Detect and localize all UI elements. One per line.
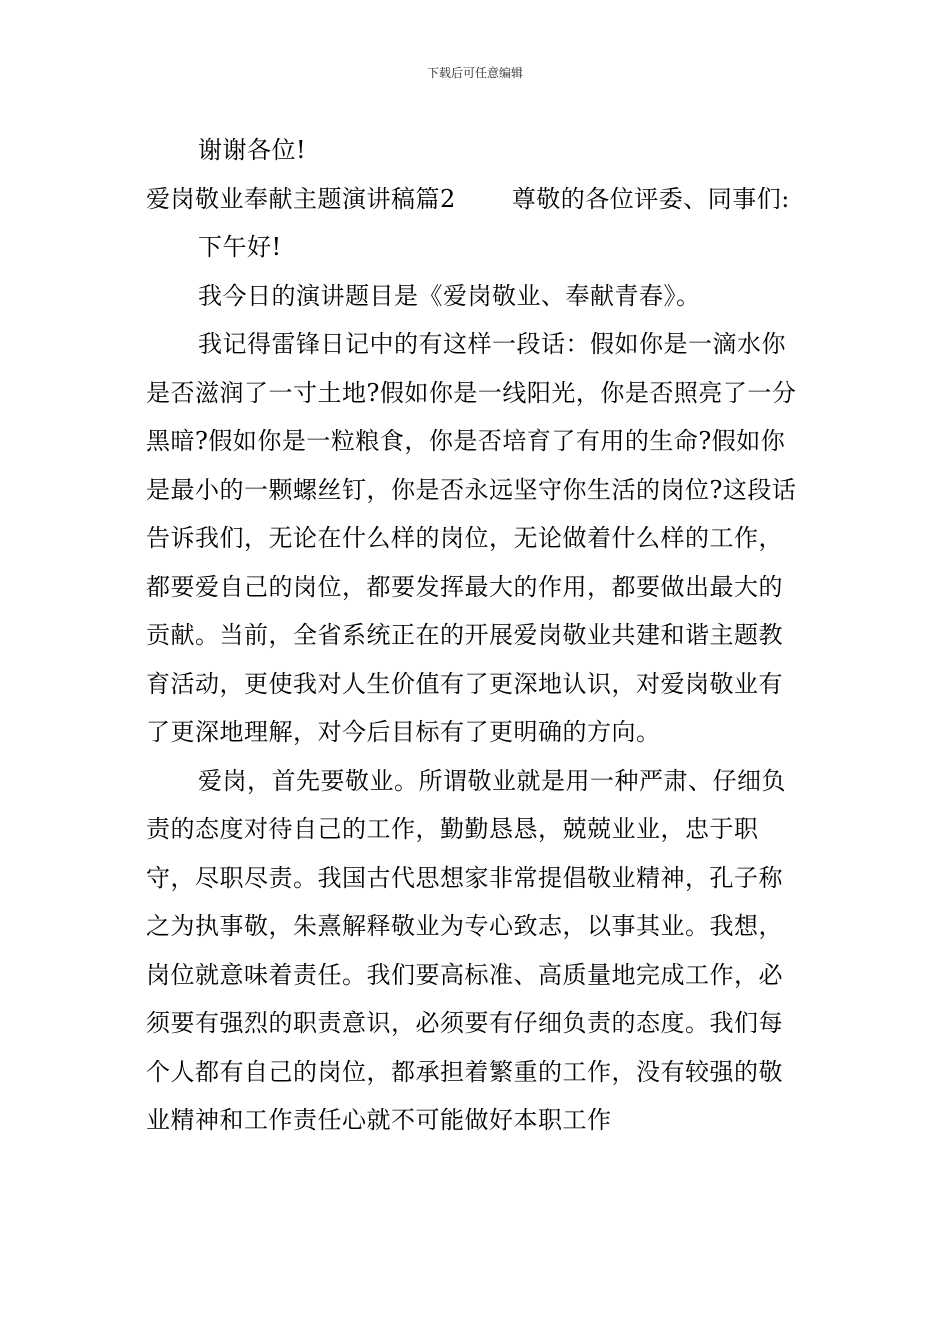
page-header bbox=[0, 64, 950, 82]
paragraph-2: 爱岗，首先要敬业。所谓敬业就是用一种严肃、仔细负责的态度对待自己的工作，勤勤恳恳，兢兢业业，忠于职守，尽职尽责。我国古代思想家非常提倡敬业精神，孔子称之为执事敬，朱熹解释敬业为专心致志，以事其业。我想，岗位就意味着责任。我们要高标准、高质量地完成工作，必须要有强烈的职责意识，必须要有仔细负责的态度。我们每个人都有自己的岗位，都承担着繁重的工作，没有较强的敬业精神和工作责任心就不可能做好本职工作 bbox=[146, 766, 786, 1134]
document-body bbox=[146, 126, 806, 1145]
salutation: 尊敬的各位评委、同事们: bbox=[511, 184, 790, 213]
title-salutation-line bbox=[146, 175, 806, 224]
section-title: 爱岗敬业奉献主题演讲稿篇2 bbox=[146, 184, 456, 213]
thanks-line: 谢谢各位! bbox=[198, 136, 307, 164]
paragraph-1: 我记得雷锋日记中的有这样一段话：假如你是一滴水你是否滋润了一寸土地?假如你是一线阳光，你是否照亮了一分黑暗?假如你是一粒粮食，你是否培育了有用的生命?假如你是最小的一颗螺丝钉，你是否永远坚守你生活的岗位?这段话告诉我们，无论在什么样的岗位，无论做着什么样的工作，都要爱自己的岗位，都要发挥最大的作用，都要做出最大的贡献。当前，全省系统正在的开展爱岗敬业共建和谐主题教育活动，更使我对人生价值有了更深地认识，对爱岗敬业有了更深地理解，对今后目标有了更明确的方向。 bbox=[146, 330, 797, 746]
topic-line: 我今日的演讲题目是《爱岗敬业、奉献青春》。 bbox=[198, 281, 701, 310]
header-note: 下载后可任意编辑 bbox=[426, 66, 523, 80]
greeting-line: 下午好! bbox=[198, 233, 282, 261]
